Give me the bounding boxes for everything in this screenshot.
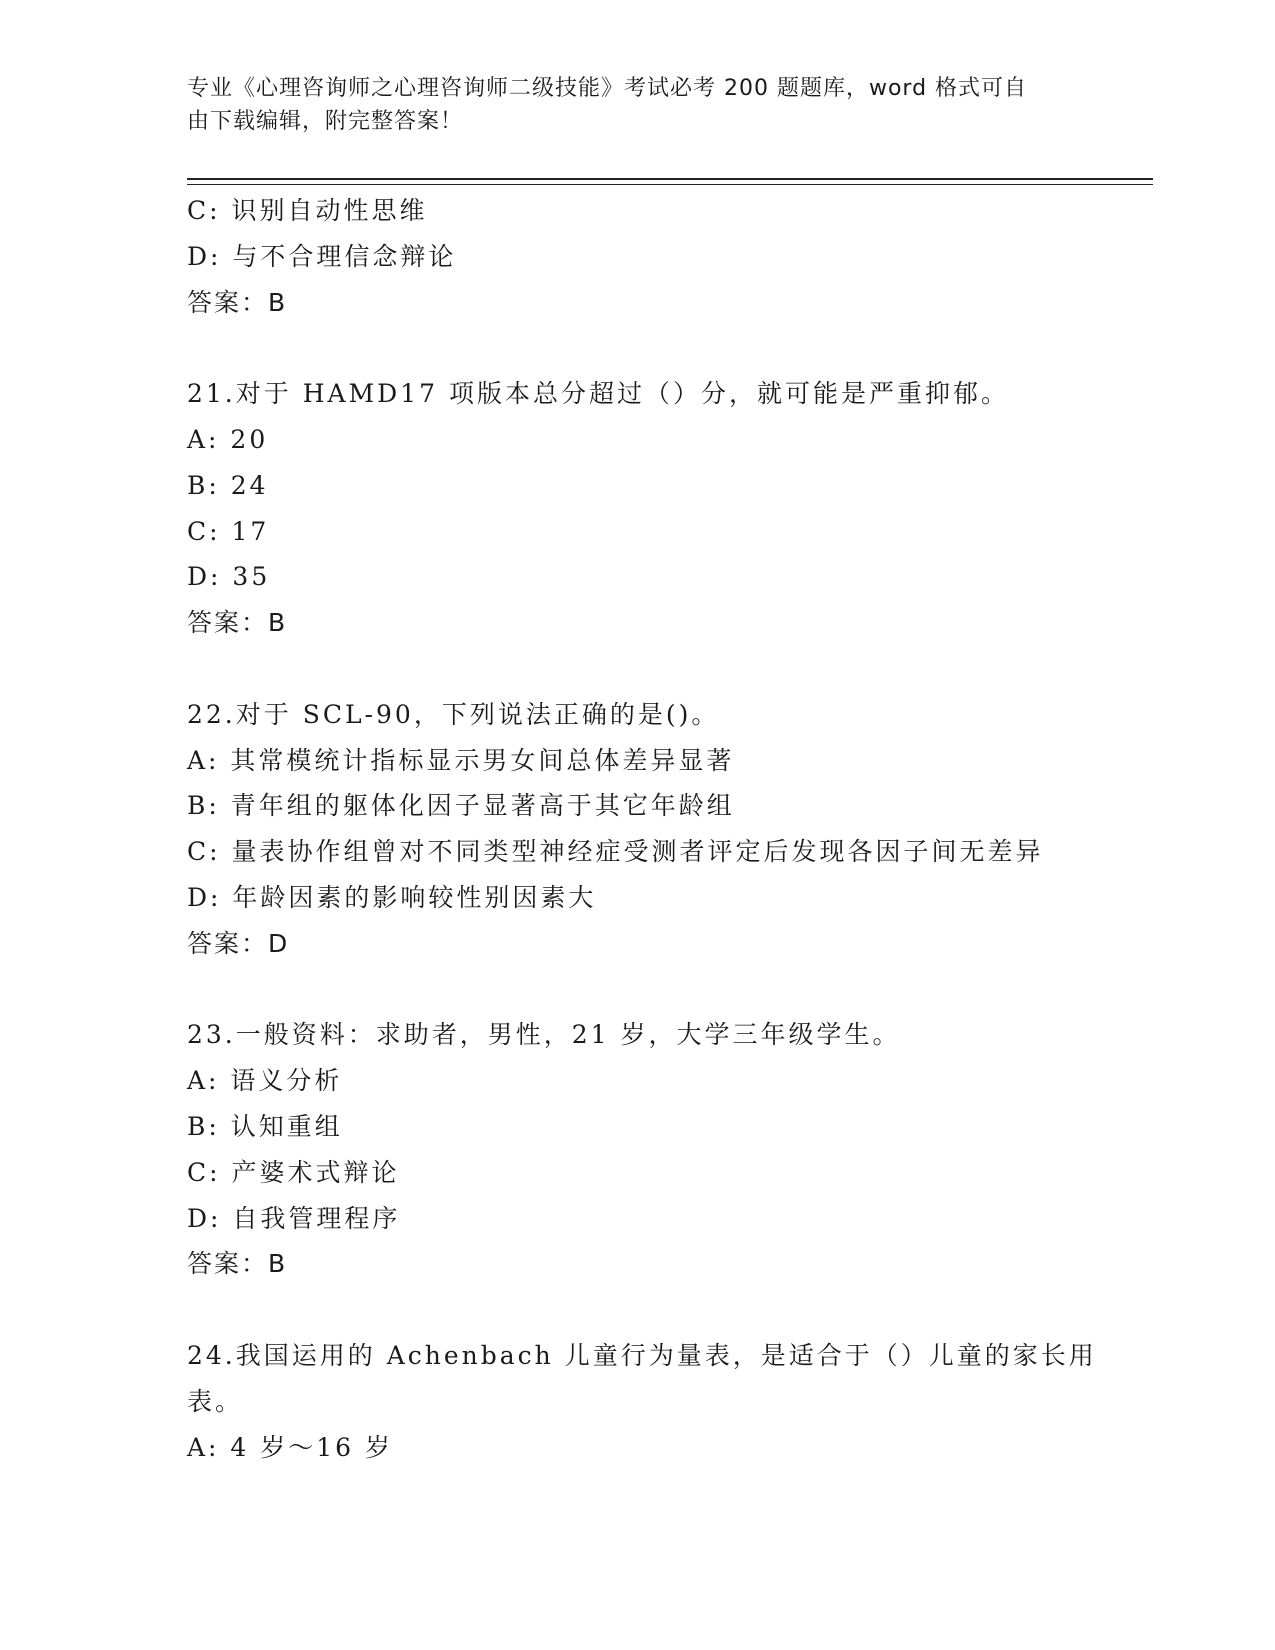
question-22 [187,692,1087,967]
option-b: B: 24 [187,470,269,500]
option-c: C: 17 [187,516,270,546]
option-d: D: 自我管理程序 [187,1203,401,1233]
answer-line: 答案：D [187,928,290,958]
question-list [187,188,1097,1470]
spacer [187,646,1087,692]
question-23 [187,1012,1087,1287]
option-d: D: 与不合理信念辩论 [187,241,457,271]
option-a: A: 语义分析 [187,1066,343,1096]
question-stem: 21.对于 HAMD17 项版本总分超过（）分，就可能是严重抑郁。 [187,379,1009,409]
question-20-continued [187,188,1087,325]
document-header [187,72,1087,138]
option-a: A: 4 岁～16 岁 [187,1432,394,1462]
option-d: D: 年龄因素的影响较性别因素大 [187,882,597,912]
option-a: A: 其常模统计指标显示男女间总体差异显著 [187,745,735,775]
question-stem-line-1: 24.我国运用的 Achenbach 儿童行为量表，是适合于（）儿童的家长用 [187,1340,1097,1370]
spacer [187,1287,1087,1333]
question-21 [187,371,1087,646]
option-c: C: 量表协作组曾对不同类型神经症受测者评定后发现各因子间无差异 [187,837,1044,867]
answer-line: 答案：B [187,1249,288,1279]
option-b: B: 认知重组 [187,1111,343,1141]
spacer [187,967,1087,1013]
option-c: C: 识别自动性思维 [187,196,428,225]
question-stem-line-2: 表。 [187,1386,244,1416]
option-d: D: 35 [187,562,271,592]
option-b: B: 青年组的躯体化因子显著高于其它年龄组 [187,791,735,821]
question-stem: 23.一般资料：求助者，男性，21 岁，大学三年级学生。 [187,1020,901,1050]
header-title-line-2: 由下载编辑，附完整答案！ [187,109,464,134]
answer-line: 答案：B [187,608,288,638]
option-c: C: 产婆术式辩论 [187,1157,400,1187]
spacer [187,325,1087,371]
question-stem: 22.对于 SCL-90，下列说法正确的是()。 [187,699,720,729]
option-a: A: 20 [187,424,269,454]
question-24 [187,1333,1097,1470]
answer-line: 答案：B [187,287,288,317]
header-title-line-1: 专业《心理咨询师之心理咨询师二级技能》考试必考 200 题题库，word 格式可自 [187,76,1028,101]
header-rule-thin [187,184,1153,185]
header-rule-thick [187,178,1153,180]
